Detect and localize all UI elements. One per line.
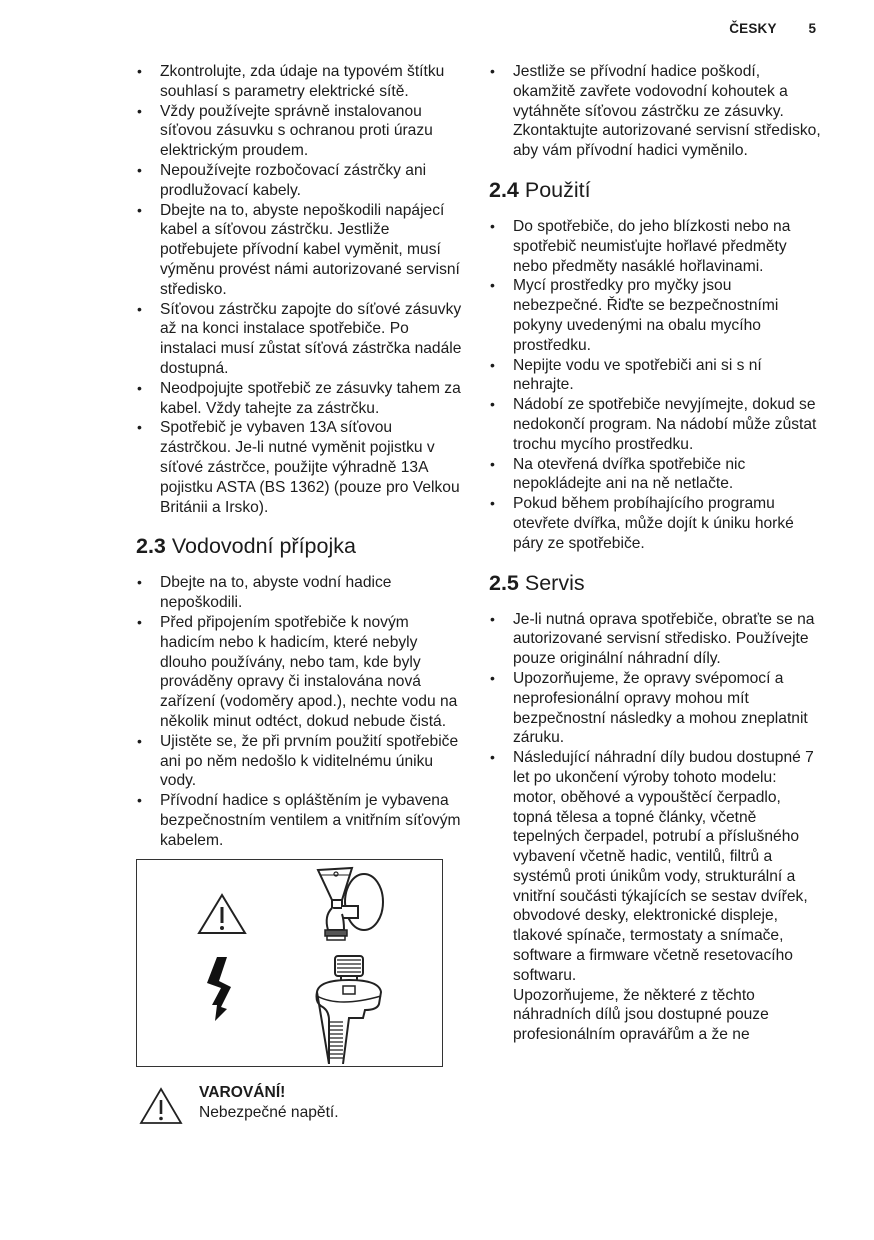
hose-safety-figure [136,859,443,1067]
list-item: • Spotřebič je vybaven 13A síťovou zástrčkou. Je-li nutné vyměnit pojistku v síťové zástrčce, použijte výhradně 13A pojistku ASTA (BS 1362) (pouze pro Velkou Británii a Irsko). [136,418,466,517]
safety-valve-hose-icon [309,952,394,1064]
section-title: Vodovodní přípojka [171,534,356,559]
list-item: • Dbejte na to, abyste nepoškodili napájecí kabel a síťovou zástrčku. Jestliže potřebujete přívodní kabel vyměnit, musí výměnu provést námi autorizované servisní středisko. [136,201,466,300]
list-item: • Upozorňujeme, že opravy svépomocí a neprofesionální opravy mohou mít bezpečnostní následky a mohou zneplatnit záruku. [489,669,824,748]
list-item: • Vždy používejte správně instalovanou síťovou zásuvku s ochranou proti úrazu elektrickým proudem. [136,102,466,161]
list-item: • Nepoužívejte rozbočovací zástrčky ani prodlužovací kabely. [136,161,466,201]
list-item: • Mycí prostředky pro myčky jsou nebezpečné. Řiďte se bezpečnostními pokyny uvedenými na obalu mycího prostředku. [489,276,824,355]
list-item: • Zkontrolujte, zda údaje na typovém štítku souhlasí s parametry elektrické sítě. [136,62,466,102]
water-tap-icon [314,864,394,946]
list-item: • Před připojením spotřebiče k novým hadicím nebo k hadicím, které nebyly dlouho používány, nebo tam, kde byly prováděny opravy či instalována nová zařízení (vodoměry apod.), nechte vodu na několik minut odtéct, dokud nebude čistá. [136,613,466,732]
section-title: Servis [524,570,585,595]
list-item: • Přívodní hadice s opláštěním je vybavena bezpečnostním ventilem a vnitřním síťovým kabelem. [136,791,466,850]
list-item: • Dbejte na to, abyste vodní hadice nepoškodili. [136,573,466,613]
page-header [729,21,816,36]
section-number: 2.5 [489,570,519,595]
list-item: • Síťovou zástrčku zapojte do síťové zásuvky až na konci instalace spotřebiče. Po instalaci musí zůstat síťová zástrčka nadále dostupná. [136,300,466,379]
language-label: ČESKY [729,21,777,36]
list-item: • Je-li nutná oprava spotřebiče, obraťte se na autorizované servisní středisko. Používejte pouze originální náhradní díly. [489,610,824,669]
water-connection-list [136,573,466,850]
electrical-safety-list [136,62,466,517]
list-item: • Nepijte vodu ve spotřebiči ani si s ní nehrajte. [489,356,824,396]
section-number: 2.3 [136,534,166,559]
section-title: Použití [524,177,591,202]
left-column [136,62,466,1125]
list-item-continuation: Upozorňujeme, že některé z těchto náhradních dílů jsou dostupné pouze profesionálním opravářům a že ne [513,986,769,1044]
section-heading-2-3 [136,533,466,559]
section-heading-2-4 [489,177,824,203]
list-item: • Na otevřená dvířka spotřebiče nic nepokládejte ani na ně netlačte. [489,455,824,495]
warning-title: VAROVÁNÍ! [199,1084,286,1102]
list-item: • Ujistěte se, že při prvním použití spotřebiče ani po něm nedošlo k viditelnému úniku vody. [136,732,466,791]
warning-notice [136,1083,466,1125]
usage-list [489,217,824,554]
list-item: • Pokud během probíhajícího programu otevřete dvířka, může dojít k úniku horké páry ze spotřebiče. [489,494,824,553]
list-item: • Nádobí ze spotřebiče nevyjímejte, dokud se nedokončí program. Na nádobí může zůstat trochu mycího prostředku. [489,395,824,454]
lightning-bolt-icon [205,955,239,1023]
page-number: 5 [808,21,816,36]
hose-damage-list [489,62,824,161]
list-item: • Jestliže se přívodní hadice poškodí, okamžitě zavřete vodovodní kohoutek a vytáhněte síťovou zástrčku ze zásuvky. Zkontaktujte autorizované servisní středisko, aby vám přívodní hadici vyměnilo. [489,62,824,161]
section-number: 2.4 [489,177,519,202]
warning-text: Nebezpečné napětí. [199,1104,339,1122]
warning-triangle-icon [139,1087,183,1125]
warning-triangle-icon [196,892,248,936]
list-item: • Neodpojujte spotřebič ze zásuvky tahem za kabel. Vždy tahejte za zástrčku. [136,379,466,419]
section-heading-2-5 [489,570,824,596]
list-item: • Do spotřebiče, do jeho blízkosti nebo na spotřebič neumisťujte hořlavé předměty nebo předměty nasáklé hořlavinami. [489,217,824,276]
right-column [489,62,824,1045]
service-list [489,610,824,1046]
list-item: • Následující náhradní díly budou dostupné 7 let po ukončení výroby tohoto modelu: motor, oběhové a vypouštěcí čerpadlo, topná tělesa a topné články, včetně tepelných čerpadel, potrubí a příslušného vybavení včetně hadic, ventilů, filtrů a systémů proti únikům vody, strukturální a vnitřní součásti týkajících se sestav dvířek, obvodové desky, elektronické displeje, tlakové spínače, termostaty a snímače, software a firmware včetně resetovacího softwaru. [489,748,824,986]
